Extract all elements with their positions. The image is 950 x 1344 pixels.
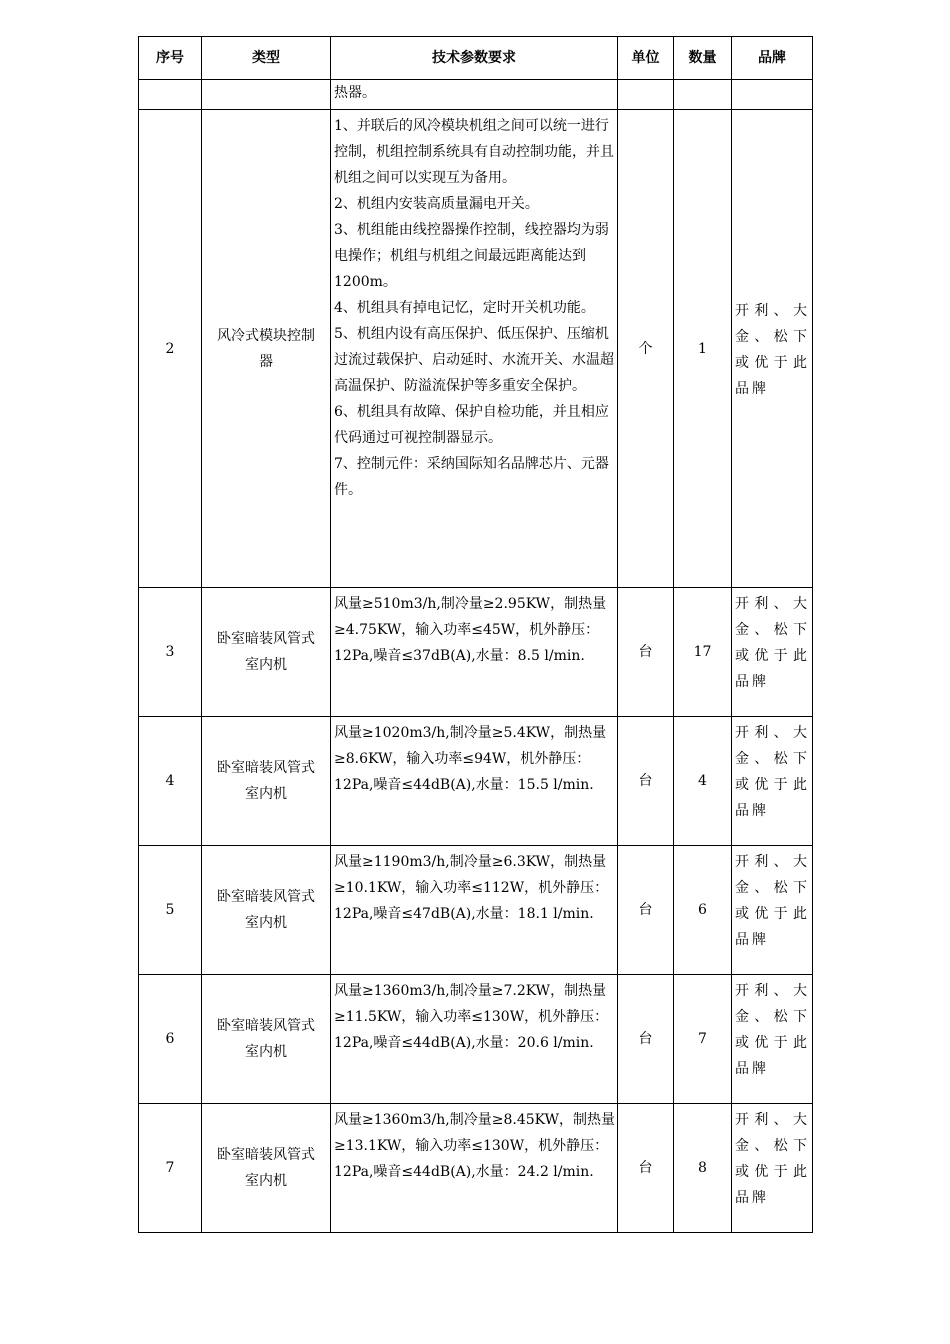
cell-brand: 开利、大金、松下或优于此品牌 [732,717,813,846]
table-row [139,588,813,717]
spec-line: 4、机组具有掉电记忆，定时开关机功能。 [334,300,595,316]
spec-line: 风量≥1190m3/h,制冷量≥6.3KW，制热量≥10.1KW，输入功率≤112W，机外静压：12Pa,噪音≤47dB(A),水量：18.1 l/min. [334,854,609,922]
cell-unit: 台 [618,846,674,975]
header-qty: 数量 [674,37,732,80]
cell-spec [331,846,618,975]
cell-spec [331,588,618,717]
table-row [139,110,813,588]
cell-qty: 8 [674,1104,732,1233]
cell-spec [331,1104,618,1233]
header-no: 序号 [139,37,202,80]
header-brand: 品牌 [732,37,813,80]
cell-no: 7 [139,1104,202,1233]
spec-line: 风量≥1020m3/h,制冷量≥5.4KW，制热量≥8.6KW，输入功率≤94W，机外静压：12Pa,噪音≤44dB(A),水量：15.5 l/min. [334,725,607,793]
cell-unit: 台 [618,588,674,717]
cell-type [202,80,331,110]
cell-spec [331,110,618,588]
spec-line: 1、并联后的风冷模块机组之间可以统一进行控制，机组控制系统具有自动控制功能，并且机组之间可以实现互为备用。 [334,118,614,186]
cell-qty: 1 [674,110,732,588]
cell-unit [618,80,674,110]
spec-line: 风量≥1360m3/h,制冷量≥8.45KW，制热量≥13.1KW，输入功率≤130W，机外静压：12Pa,噪音≤44dB(A),水量：24.2 l/min. [334,1112,615,1180]
equipment-spec-table [138,36,813,1233]
table-row [139,80,813,110]
spec-line: 风量≥510m3/h,制冷量≥2.95KW，制热量≥4.75KW，输入功率≤45W，机外静压：12Pa,噪音≤37dB(A),水量：8.5 l/min. [334,596,607,664]
cell-no [139,80,202,110]
spec-line: 2、机组内安装高质量漏电开关。 [334,196,539,212]
spec-line: 7、控制元件：采纳国际知名品牌芯片、元器件。 [334,456,609,498]
table-header-row [139,37,813,80]
cell-brand: 开利、大金、松下或优于此品牌 [732,110,813,588]
cell-no: 3 [139,588,202,717]
cell-brand: 开利、大金、松下或优于此品牌 [732,1104,813,1233]
table-row [139,1104,813,1233]
cell-spec [331,975,618,1104]
cell-brand [732,80,813,110]
cell-unit: 台 [618,717,674,846]
cell-spec [331,717,618,846]
spec-line: 3、机组能由线控器操作控制，线控器均为弱电操作；机组与机组之间最远距离能达到1200m。 [334,222,609,290]
cell-type: 卧室暗装风管式室内机 [202,588,331,717]
spec-line: 风量≥1360m3/h,制冷量≥7.2KW，制热量≥11.5KW，输入功率≤130W，机外静压：12Pa,噪音≤44dB(A),水量：20.6 l/min. [334,983,609,1051]
cell-brand: 开利、大金、松下或优于此品牌 [732,846,813,975]
cell-type: 风冷式模块控制器 [202,110,331,588]
cell-unit: 个 [618,110,674,588]
cell-brand: 开利、大金、松下或优于此品牌 [732,588,813,717]
table-row [139,846,813,975]
cell-spec [331,80,618,110]
cell-type: 卧室暗装风管式室内机 [202,846,331,975]
cell-brand: 开利、大金、松下或优于此品牌 [732,975,813,1104]
cell-qty: 6 [674,846,732,975]
header-unit: 单位 [618,37,674,80]
cell-no: 2 [139,110,202,588]
cell-no: 6 [139,975,202,1104]
table-row [139,717,813,846]
cell-no: 5 [139,846,202,975]
cell-type: 卧室暗装风管式室内机 [202,717,331,846]
spec-line: 6、机组具有故障、保护自检功能，并且相应代码通过可视控制器显示。 [334,404,609,446]
cell-qty: 17 [674,588,732,717]
spec-line: 热器。 [334,85,376,101]
spec-line: 5、机组内设有高压保护、低压保护、压缩机过流过载保护、启动延时、水流开关、水温超高温保护、防溢流保护等多重安全保护。 [334,326,614,394]
header-type: 类型 [202,37,331,80]
cell-qty [674,80,732,110]
header-spec: 技术参数要求 [331,37,618,80]
cell-type: 卧室暗装风管式室内机 [202,1104,331,1233]
cell-unit: 台 [618,975,674,1104]
cell-type: 卧室暗装风管式室内机 [202,975,331,1104]
cell-qty: 7 [674,975,732,1104]
cell-unit: 台 [618,1104,674,1233]
cell-qty: 4 [674,717,732,846]
table-row [139,975,813,1104]
cell-no: 4 [139,717,202,846]
